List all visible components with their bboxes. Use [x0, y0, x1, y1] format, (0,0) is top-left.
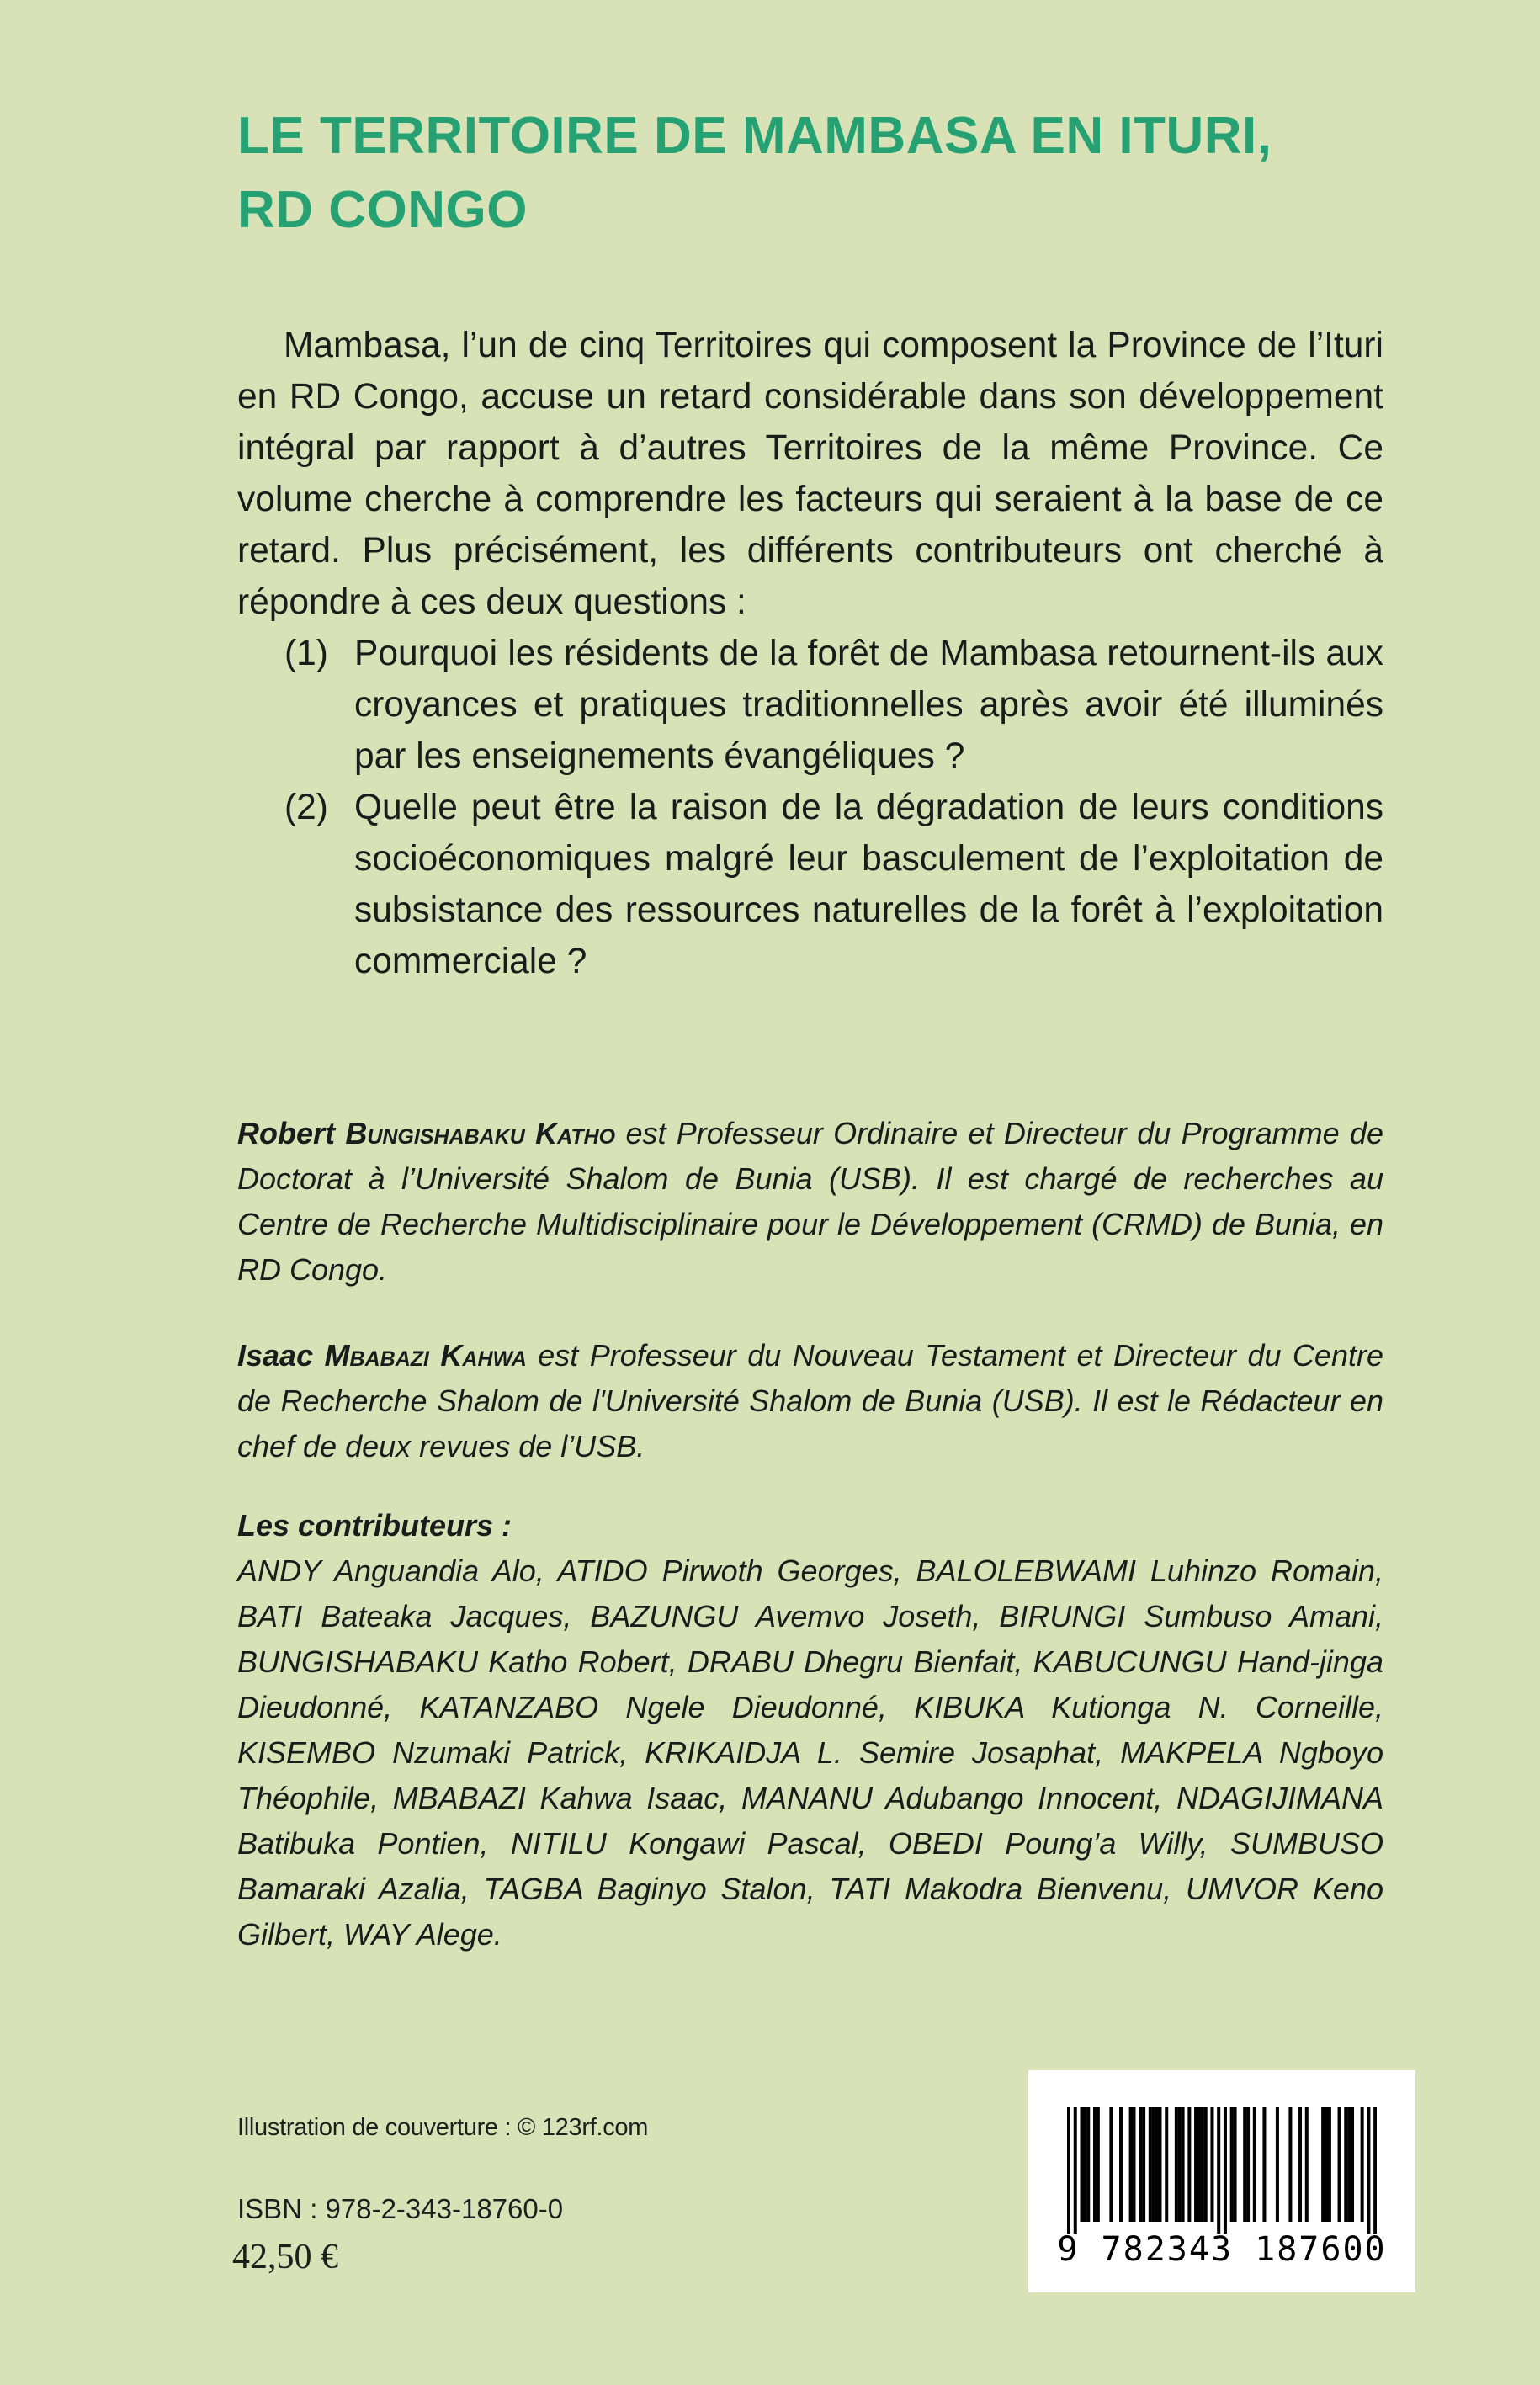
- barcode-bar: [1129, 2107, 1133, 2222]
- book-title-line-1: LE TERRITOIRE DE MAMBASA EN ITURI,: [237, 107, 1272, 165]
- barcode-bar: [1187, 2107, 1191, 2222]
- barcode-bar: [1149, 2107, 1152, 2222]
- author-name: Robert Bungishabaku Katho: [237, 1116, 616, 1150]
- barcode-bars: [1067, 2107, 1377, 2234]
- barcode-bar: [1351, 2107, 1354, 2222]
- author-bio-text: est Professeur Ordinaire et Directeur du Programme de Doctorat à l’Université Shalom de Bunia (USB). Il est chargé de recherches au Centre de Recherche Multidisciplinaire pour le Développement (CRMD) de Bunia, en RD Congo.: [237, 1116, 1383, 1287]
- barcode-bar: [1230, 2107, 1234, 2222]
- author-bio: [237, 1333, 1383, 1469]
- question-list: [237, 628, 1383, 987]
- barcode-bar: [1139, 2107, 1142, 2222]
- contributors-block: [237, 1503, 1383, 1957]
- barcode-bar: [1132, 2107, 1135, 2222]
- contributors-heading: Les contributeurs :: [237, 1508, 512, 1543]
- barcode-bar: [1367, 2107, 1370, 2234]
- barcode-bar: [1083, 2107, 1086, 2222]
- barcode-bar: [1276, 2107, 1279, 2222]
- barcode-bar: [1298, 2107, 1302, 2222]
- barcode-bar: [1178, 2107, 1182, 2222]
- barcode-bar: [1328, 2107, 1331, 2222]
- barcode-bar: [1142, 2107, 1145, 2222]
- question-number: (2): [284, 788, 328, 827]
- barcode-bar: [1182, 2107, 1185, 2222]
- barcode-bar: [1361, 2107, 1364, 2222]
- isbn: ISBN : 978-2-343-18760-0: [237, 2193, 564, 2224]
- barcode-bar: [1119, 2107, 1123, 2222]
- price: 42,50 €: [232, 2238, 338, 2276]
- barcode-bar: [1210, 2107, 1213, 2222]
- barcode-bar: [1175, 2107, 1178, 2222]
- barcode-bar: [1321, 2107, 1325, 2222]
- barcode-bar: [1165, 2107, 1168, 2222]
- summary-block: [237, 320, 1383, 987]
- barcode-bar: [1194, 2107, 1197, 2222]
- question-text: Pourquoi les résidents de la forêt de Mambasa retournent-ils aux croyances et pratiques traditionnelles après avoir été illuminés par les enseignements évangéliques ?: [354, 634, 1383, 776]
- barcode-bar: [1344, 2107, 1347, 2222]
- barcode-bar: [1253, 2107, 1256, 2222]
- barcode: [1028, 2070, 1415, 2292]
- barcode-bar: [1373, 2107, 1377, 2234]
- barcode-bar: [1109, 2107, 1113, 2222]
- contributors-list: ANDY Anguandia Alo, ATIDO Pirwoth Georges, BALOLEBWAMI Luhinzo Romain, BATI Bateaka Jacques, BAZUNGU Avemvo Joseth, BIRUNGI Sumbuso Amani, BUNGISHABAKU Katho Robert, DRABU Dhegru Bienfait, KABUCUNGU Hand-jinga Dieudonné, KATANZABO Ngele Dieudonné, KIBUKA Kutionga N. Corneille, KISEMBO Nzumaki Patrick, KRIKAIDJA L. Semire Josaphat, MAKPELA Ngboyo Théophile, MBABAZI Kahwa Isaac, MANANU Adubango Innocent, NDAGIJIMANA Batibuka Pontien, NITILU Kongawi Pascal, OBEDI Poung’a Willy, SUMBUSO Bamaraki Azalia, TAGBA Baginyo Stalon, TATI Makodra Bienvenu, UMVOR Keno Gilbert, WAY Alege.: [237, 1554, 1383, 1952]
- barcode-bar: [1067, 2107, 1070, 2234]
- barcode-bar: [1204, 2107, 1208, 2222]
- barcode-bar: [1288, 2107, 1292, 2222]
- illustration-credit: Illustration de couverture : © 123rf.com: [237, 2114, 649, 2141]
- barcode-bar: [1325, 2107, 1328, 2222]
- barcode-bar: [1080, 2107, 1083, 2222]
- barcode-bar: [1201, 2107, 1204, 2222]
- barcode-bar: [1152, 2107, 1155, 2222]
- barcode-bar: [1074, 2107, 1077, 2234]
- barcode-bar: [1243, 2107, 1246, 2222]
- book-title: [237, 99, 1432, 247]
- barcode-bar: [1197, 2107, 1201, 2222]
- barcode-digits: 9 782343 187600: [1057, 2230, 1387, 2269]
- author-name: Isaac Mbabazi Kahwa: [237, 1338, 527, 1373]
- question-number: (1): [284, 634, 328, 673]
- question-text: Quelle peut être la raison de la dégradation de leurs conditions socioéconomiques malgré leur basculement de l’exploitation de subsistance des ressources naturelles de la forêt à l’exploitation commerciale ?: [354, 788, 1383, 981]
- barcode-bar: [1246, 2107, 1250, 2222]
- barcode-bar: [1217, 2107, 1220, 2234]
- barcode-bar: [1086, 2107, 1090, 2222]
- barcode-bar: [1347, 2107, 1351, 2222]
- barcode-bar: [1305, 2107, 1309, 2222]
- question-item: [237, 782, 1383, 987]
- barcode-bar: [1097, 2107, 1100, 2222]
- barcode-bar: [1093, 2107, 1097, 2222]
- barcode-bar: [1224, 2107, 1227, 2234]
- barcode-bar: [1158, 2107, 1161, 2222]
- barcode-bar: [1155, 2107, 1159, 2222]
- author-bio-text: est Professeur du Nouveau Testament et Directeur du Centre de Recherche Shalom de l'Université Shalom de Bunia (USB). Il est le Rédacteur en chef de deux revues de l’USB.: [237, 1338, 1383, 1463]
- barcode-bar: [1338, 2107, 1341, 2222]
- book-title-line-2: RD CONGO: [237, 181, 528, 239]
- barcode-bar: [1262, 2107, 1266, 2222]
- barcode-bar: [1234, 2107, 1237, 2222]
- summary-paragraph: Mambasa, l’un de cinq Territoires qui composent la Province de l’Ituri en RD Congo, accuse un retard considérable dans son développement intégral par rapport à d’autres Territoires de la même Province. Ce volume cherche à comprendre les facteurs qui seraient à la base de ce retard. Plus précisément, les différents contributeurs ont cherché à répondre à ces deux questions :: [237, 326, 1383, 622]
- author-bio: [237, 1111, 1383, 1293]
- question-item: [237, 628, 1383, 782]
